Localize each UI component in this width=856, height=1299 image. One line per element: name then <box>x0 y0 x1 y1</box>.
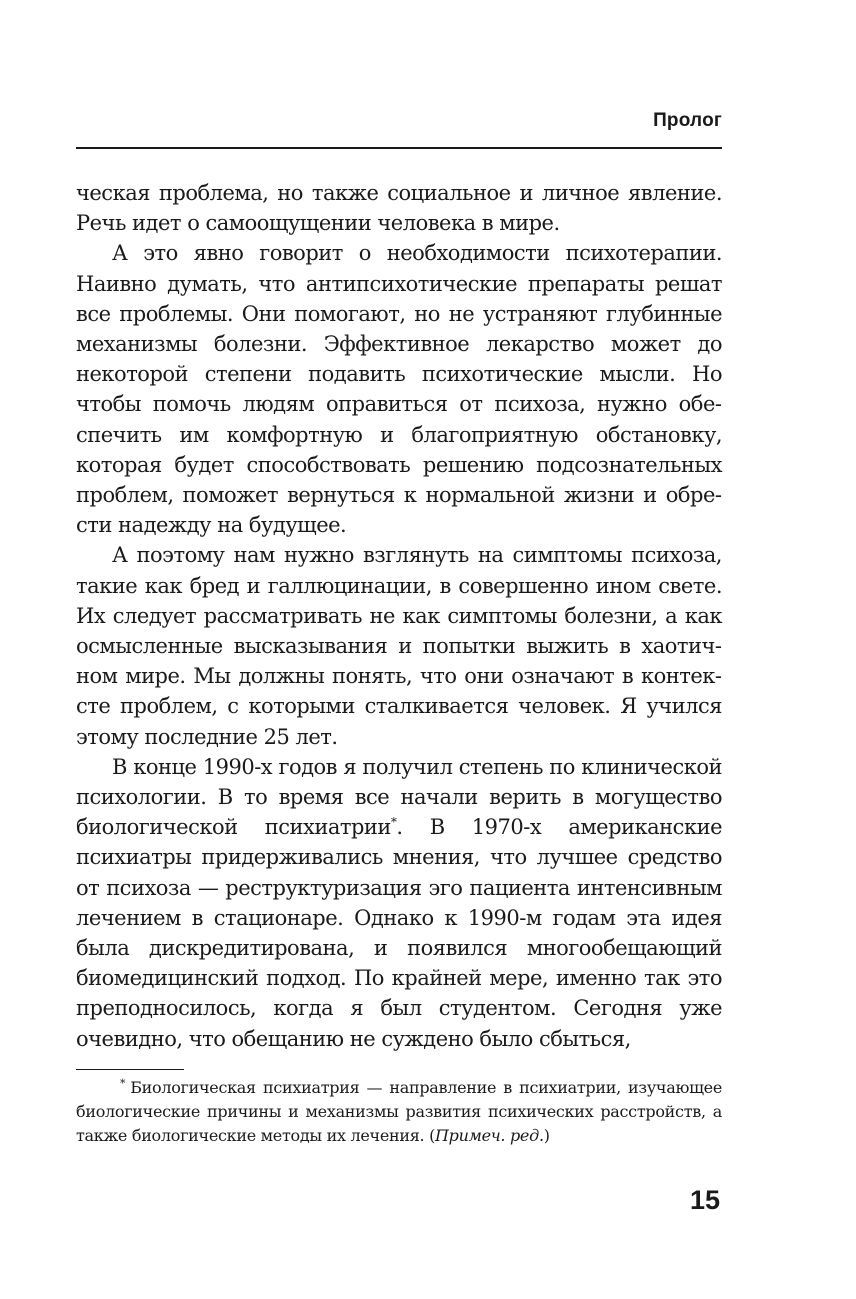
footnote-marker: * <box>120 1076 126 1090</box>
paragraph-1: ческая проблема, но также социальное и личное явление. Речь идет о самоощущении человека в мире. <box>76 181 722 236</box>
footnote-editor-note: Примеч. ред. <box>435 1126 544 1145</box>
paragraph-2: А это явно говорит о необходимости психотерапии. Наивно думать, что антипсихотические препараты решат все проблемы. Они помогают, но не устраняют глубинные механизмы болезни. Эффективное лекарство может до некоторой степени подавить психотические мысли. Но чтобы помочь людям оправиться от психоза, нужно обеспечить им комфортную и благоприятную обстановку, которая будет способствовать решению подсознательных проблем, поможет вернуться к нормальной жизни и обрести надежду на будущее. <box>76 241 722 538</box>
footnote-reference[interactable]: * <box>390 815 397 830</box>
paragraph-3: А поэтому нам нужно взглянуть на симптомы психоза, такие как бред и галлюцинации, в совершенно ином свете. Их следует рассматривать не как симптомы болезни, а как осмысленные высказывания и попытки выжить в хаотичном мире. Мы должны понять, что они означают в контексте проблем, с которыми сталкивается человек. Я учился этому последние 25 лет. <box>76 543 722 749</box>
paragraph-4 <box>76 752 722 1054</box>
page-number: 15 <box>689 1185 720 1215</box>
body-text <box>76 178 722 1054</box>
paragraph-4-tail: . В 1970-х американские психиатры придерживались мнения, что лучшее средство от психоза — реструктуризация эго пациента интенсивным лечением в стационаре. Однако к 1990-м годам эта идея была дискредитирована, и появился многообещающий биомедицинский подход. По крайней мере, именно так это преподносилось, когда я был студентом. Сегодня уже очевидно, что обещанию не суждено было сбыться, <box>76 815 722 1051</box>
header-rule <box>76 147 722 149</box>
footnote-text: Биологическая психиатрия — направление в психиатрии, изучающее биологические причины и механизмы развития психических расстройств, а также биологические методы их лечения. ( <box>76 1078 722 1145</box>
running-head: Пролог <box>653 110 722 131</box>
paragraph-4-head: В конце 1990-х годов я получил степень по клинической психологии. В то время все начали верить в могущество биологической психиатрии <box>76 754 722 840</box>
footnote-close: ) <box>543 1126 550 1145</box>
footnote <box>76 1076 722 1148</box>
footnote-rule <box>76 1069 184 1070</box>
